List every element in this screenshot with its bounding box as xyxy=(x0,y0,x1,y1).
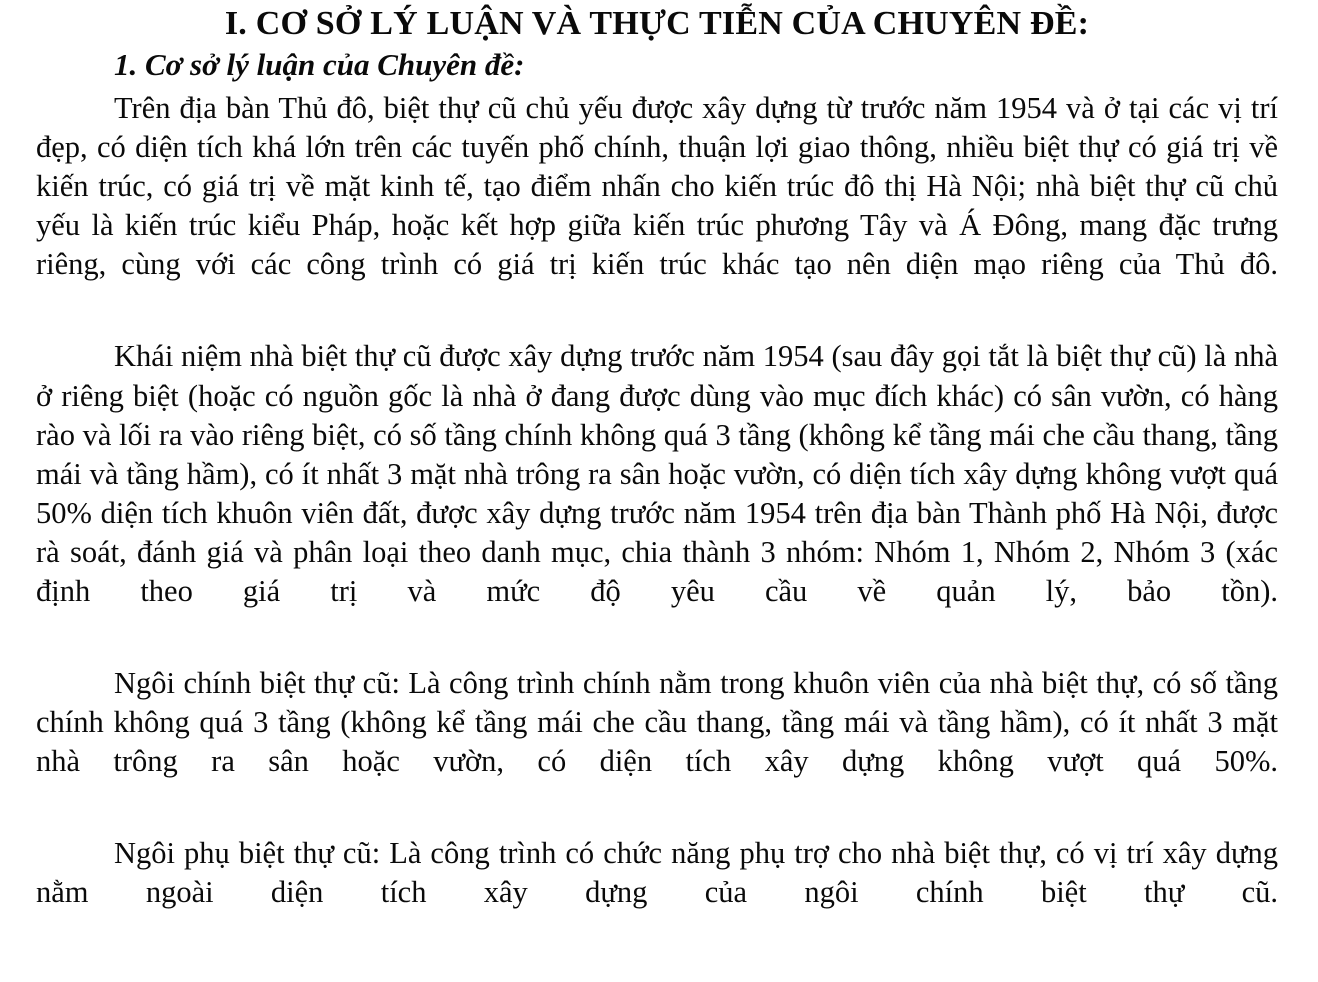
body-paragraph: Ngôi phụ biệt thự cũ: Là công trình có chức năng phụ trợ cho nhà biệt thự, có vị trí xây dựng nằm ngoài diện tích xây dựng của ngôi chính biệt thự cũ. xyxy=(36,835,1278,909)
body-paragraph: Khái niệm nhà biệt thự cũ được xây dựng trước năm 1954 (sau đây gọi tắt là biệt thự cũ) là nhà ở riêng biệt (hoặc có nguồn gốc là nhà ở đang được dùng vào mục đích khác) có sân vườn, có hàng rào và lối ra vào riêng biệt, có số tầng chính không quá 3 tầng (không kể tầng mái che cầu thang, tầng mái và tầng hầm), có ít nhất 3 mặt nhà trông ra sân hoặc vườn, có diện tích xây dựng không vượt quá 50% diện tích khuôn viên đất, được xây dựng trước năm 1954 trên địa bàn Thành phố Hà Nội, được rà soát, đánh giá và phân loại theo danh mục, chia thành 3 nhóm: Nhóm 1, Nhóm 2, Nhóm 3 (xác định theo giá trị và mức độ yêu cầu về quản lý, bảo tồn). xyxy=(36,339,1278,608)
body-paragraph: Ngôi chính biệt thự cũ: Là công trình chính nằm trong khuôn viên của nhà biệt thự, có số tầng chính không quá 3 tầng (không kể tầng mái che cầu thang, tầng mái và tầng hầm), có ít nhất 3 mặt nhà trông ra sân hoặc vườn, có diện tích xây dựng không vượt quá 50%. xyxy=(36,665,1278,778)
section-subtitle: 1. Cơ sở lý luận của Chuyên đề: xyxy=(114,47,525,83)
page-title: I. CƠ SỞ LÝ LUẬN VÀ THỰC TIỄN CỦA CHUYÊN ĐỀ: xyxy=(224,5,1090,42)
body-paragraph: Trên địa bàn Thủ đô, biệt thự cũ chủ yếu được xây dựng từ trước năm 1954 và ở tại các vị trí đẹp, có diện tích khá lớn trên các tuyến phố chính, thuận lợi giao thông, nhiều biệt thự có giá trị về kiến trúc, có giá trị về mặt kinh tế, tạo điểm nhấn cho kiến trúc đô thị Hà Nội; nhà biệt thự cũ chủ yếu là kiến trúc kiểu Pháp, hoặc kết hợp giữa kiến trúc phương Tây và Á Đông, mang đặc trưng riêng, cùng với các công trình có giá trị kiến trúc khác tạo nên diện mạo riêng của Thủ đô. xyxy=(36,91,1278,282)
